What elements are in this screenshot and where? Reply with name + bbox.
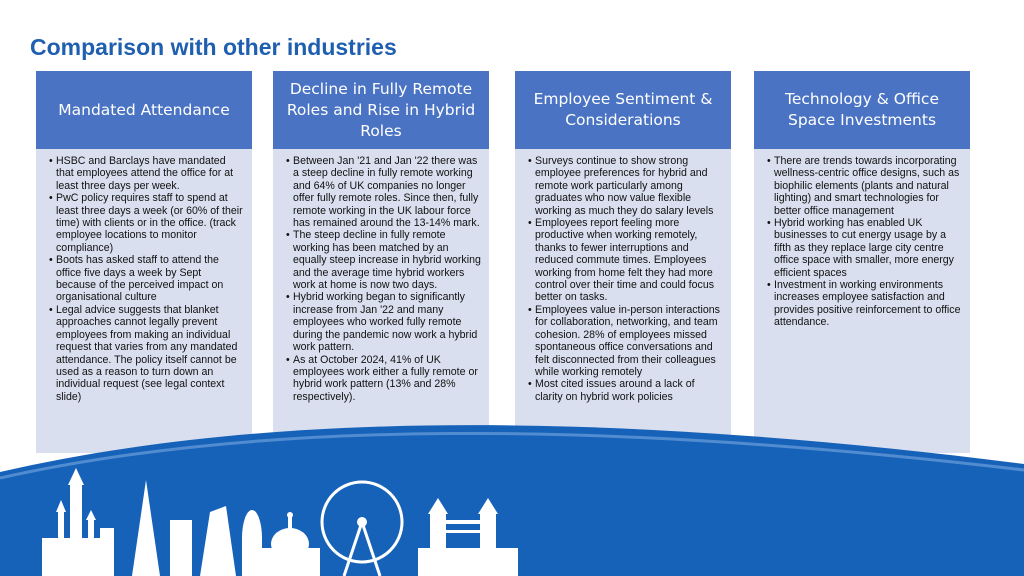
list-item: • Employees report feeling more productive when working remotely, thanks to fewer interruptions and reduced commute times. Employees working from home felt they had more control over their time and could focus better on tasks. [525,217,723,304]
bullet-list [515,149,731,403]
list-item: • Legal advice suggests that blanket approaches cannot legally prevent employees from making an individual request that varies from any mandated attendance. The policy itself cannot be used as a reason to turn down an individual request (see legal context slide) [46,304,244,403]
bullet-list [36,149,252,403]
column-remote-hybrid [273,71,489,453]
list-item: • There are trends towards incorporating wellness-centric office designs, such as biophilic elements (plants and natural lighting) and smart technologies for better office management [764,155,962,217]
list-item: • PwC policy requires staff to spend at least three days a week (or 60% of their time) with clients or in the office. (track employee locations to monitor compliance) [46,192,244,254]
list-item: • HSBC and Barclays have mandated that employees attend the office for at least three days per week. [46,155,244,192]
column-mandated-attendance [36,71,252,453]
list-item: • The steep decline in fully remote working has been matched by an equally steep increase in hybrid working and the average time hybrid workers work at home is now two days. [283,229,481,291]
bullet-list [754,149,970,329]
column-heading: Employee Sentiment & Considerations [515,71,731,149]
list-item: • Investment in working environments increases employee satisfaction and provides positive reinforcement to office attendance. [764,279,962,329]
list-item: • Boots has asked staff to attend the office five days a week by Sept because of the perceived impact on organisational culture [46,254,244,304]
page-title: Comparison with other industries [30,34,397,60]
list-item: • Hybrid working has enabled UK businesses to cut energy usage by a fifth as they replace large city centre office space with smaller, more energy efficient spaces [764,217,962,279]
column-heading: Technology & Office Space Investments [754,71,970,149]
bullet-list [273,149,489,403]
list-item: • Hybrid working began to significantly increase from Jan '22 and many employees who worked fully remote during the pandemic now work a hybrid work pattern. [283,291,481,353]
column-technology-office [754,71,970,453]
london-skyline-wave [0,420,1024,576]
list-item: • Most cited issues around a lack of clarity on hybrid work policies [525,378,723,403]
list-item: • Between Jan '21 and Jan '22 there was a steep decline in fully remote working and 64% of UK companies no longer offer fully remote roles. Since then, fully remote working in the UK labour force has remained around the 13-14% mark. [283,155,481,229]
list-item: • Employees value in-person interactions for collaboration, networking, and team cohesion. 28% of employees missed spontaneous office conversations and felt disconnected from their colleagues while working remotely [525,304,723,378]
column-heading: Mandated Attendance [36,71,252,149]
list-item: • Surveys continue to show strong employee preferences for hybrid and remote work particularly among graduates who now value flexible working as much they do salary levels [525,155,723,217]
column-heading: Decline in Fully Remote Roles and Rise in Hybrid Roles [273,71,489,149]
list-item: • As at October 2024, 41% of UK employees work either a fully remote or hybrid work pattern (13% and 28% respectively). [283,354,481,404]
column-employee-sentiment [515,71,731,453]
